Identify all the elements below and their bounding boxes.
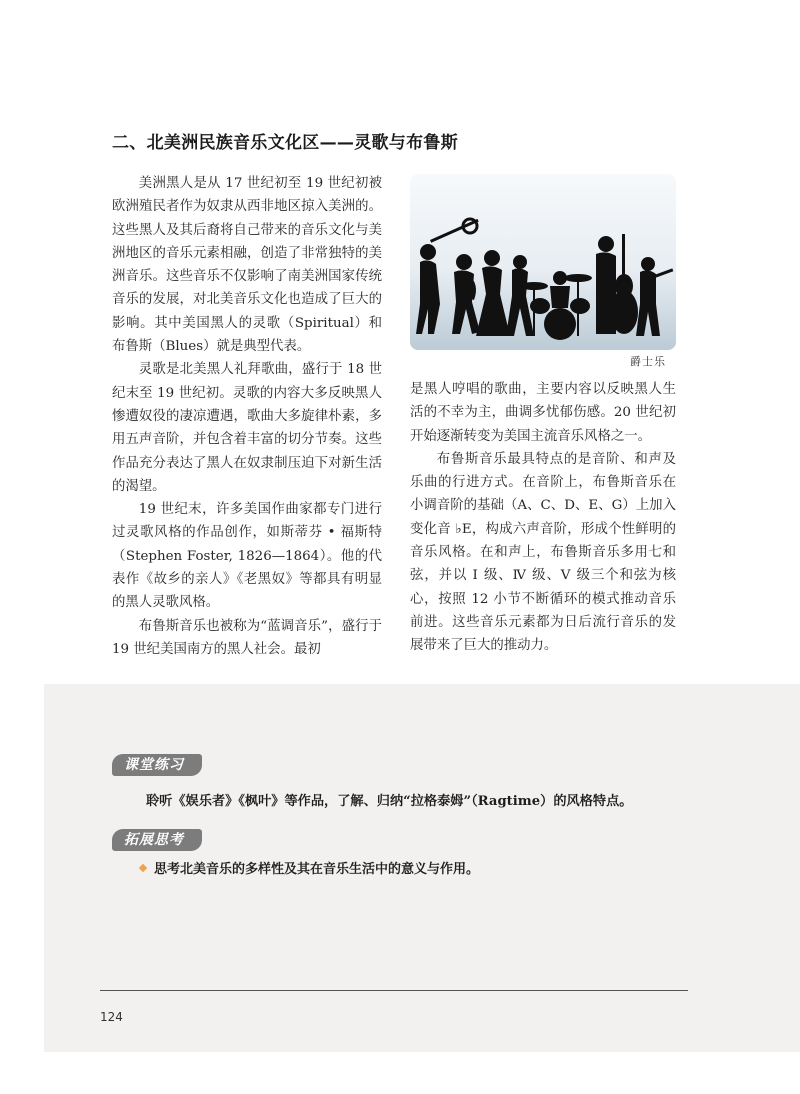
paragraph: 美洲黑人是从 17 世纪初至 19 世纪初被欧洲殖民者作为奴隶从西非地区掠入美洲的。这些黑人及其后裔将自己带来的音乐文化与美洲地区的音乐元素相融，创造了非常独特的美洲音乐。这些音乐不仅影响了南美洲国家传统音乐的发展，对北美音乐文化也造成了巨大的影响。其中美国黑人的灵歌（Spiritual）和布鲁斯（Blues）就是典型代表。: [112, 176, 382, 355]
diamond-bullet-icon: [139, 863, 147, 871]
paragraph: 是黑人哼唱的歌曲，主要内容以反映黑人生活的不幸为主，曲调多忧郁伤感。20 世纪初开始逐渐转变为美国主流音乐风格之一。: [410, 382, 676, 444]
left-text-column: [112, 172, 382, 661]
class-practice-tag: 课堂练习: [112, 754, 202, 776]
section-title: 二、北美洲民族音乐文化区——灵歌与布鲁斯: [112, 133, 458, 153]
paragraph: 19 世纪末，许多美国作曲家都专门进行过灵歌风格的作品创作，如斯蒂芬 • 福斯特（Stephen Foster, 1826—1864）。他的代表作《故乡的亲人》《老黑奴》等都具有明显的黑人灵歌风格。: [112, 502, 382, 611]
paragraph: 布鲁斯音乐也被称为“蓝调音乐”，盛行于 19 世纪美国南方的黑人社会。最初: [112, 618, 382, 657]
right-text-column: [410, 378, 676, 658]
extended-thinking-item: [140, 858, 479, 877]
extended-thinking-text: 思考北美音乐的多样性及其在音乐生活中的意义与作用。: [154, 862, 480, 877]
figure-caption: 爵士乐: [630, 355, 666, 368]
paragraph: 布鲁斯音乐最具特点的是音阶、和声及乐曲的行进方式。在音阶上，布鲁斯音乐在小调音阶的基础（A、C、D、E、G）上加入变化音 ♭E，构成六声音阶，形成个性鲜明的音乐风格。在和声上，布鲁斯音乐多用七和弦，并以 Ⅰ 级、Ⅳ 级、Ⅴ 级三个和弦为核心，按照 12 小节不断循环的模式推动音乐前进。这些音乐元素都为日后流行音乐的发展带来了巨大的推动力。: [410, 451, 676, 654]
practice-text: 聆听《娱乐者》《枫叶》等作品，了解、归纳“拉格泰姆”（Ragtime）的风格特点。: [146, 794, 633, 809]
extended-thinking-tag: 拓展思考: [112, 829, 202, 851]
jazz-band-silhouette: [410, 174, 676, 350]
paragraph: 灵歌是北美黑人礼拜歌曲，盛行于 18 世纪末至 19 世纪初。灵歌的内容大多反映黑人惨遭奴役的凄凉遭遇，歌曲大多旋律朴素，多用五声音阶，并包含着丰富的切分节奏。这些作品充分表达了黑人在奴隶制压迫下对新生活的渴望。: [112, 362, 382, 494]
footer-divider: [100, 990, 688, 991]
page-number: 124: [100, 1010, 123, 1024]
jazz-band-photo: [410, 174, 676, 350]
